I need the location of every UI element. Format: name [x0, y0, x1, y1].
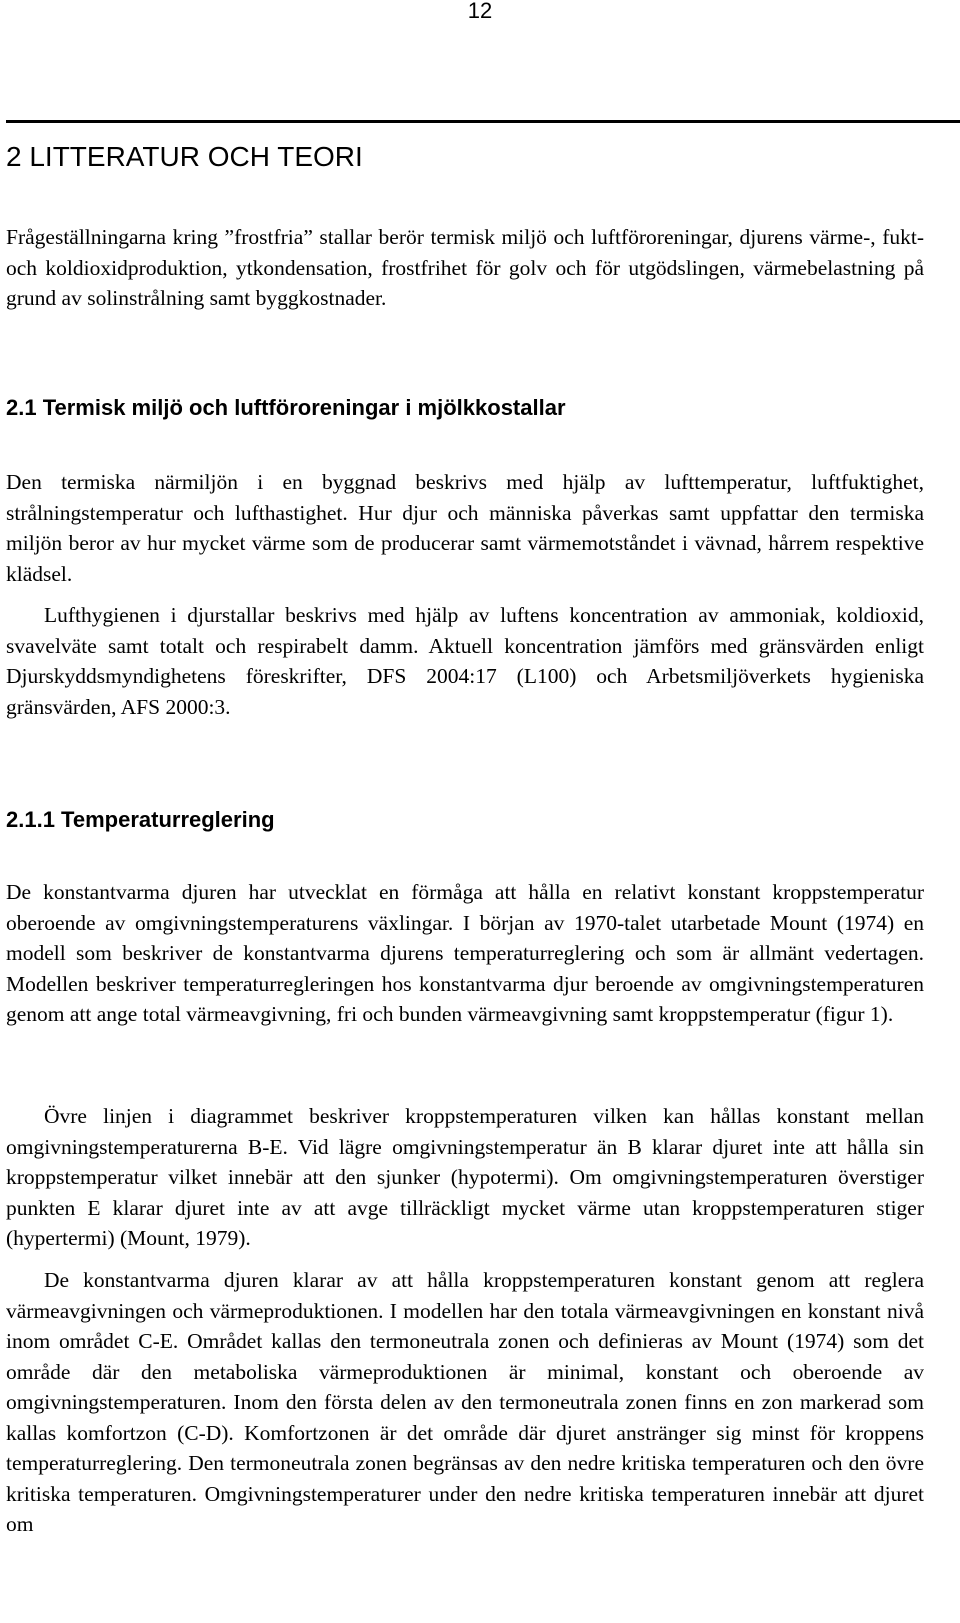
heading-rule	[6, 120, 960, 123]
page-number: 12	[467, 0, 493, 23]
section-2-1-1-paragraph-2: Övre linjen i diagrammet beskriver kroppstemperaturen vilken kan hållas konstant mellan omgivningstemperaturerna B-E. Vid lägre omgivningstemperatur än B klarar djuret inte att hålla sin kroppstemperatur vilket innebär att den sjunker (hypotermi). Om omgivningstemperaturen överstiger punkten E klarar djuret inte av att avge tillräckligt mycket värme utan kroppstemperaturen stiger (hypertermi) (Mount, 1979).	[6, 1104, 924, 1250]
section-heading-2-1-1: 2.1.1 Temperaturreglering	[6, 807, 275, 832]
intro-paragraph: Frågeställningarna kring ”frostfria” stallar berör termisk miljö och luftföroreningar, djurens värme-, fukt- och koldioxidproduktion, ytkondensation, frostfrihet för golv och för utgödslingen, värmebelastning på grund av solinstrålning samt byggkostnader.	[6, 225, 924, 310]
section-2-1-paragraph-2: Lufthygienen i djurstallar beskrivs med hjälp av luftens koncentration av ammoniak, koldioxid, svavelväte samt totalt och respirabelt damm. Aktuell koncentration jämförs med gränsvärden enligt Djurskyddsmyndighetens föreskrifter, DFS 2004:17 (L100) och Arbetsmiljöverkets hygieniska gränsvärden, AFS 2000:3.	[6, 603, 924, 719]
section-heading-2-1: 2.1 Termisk miljö och luftföroreningar i mjölkkostallar	[6, 395, 566, 420]
section-2-1-1-paragraph-1: De konstantvarma djuren har utvecklat en förmåga att hålla en relativt konstant kroppstemperatur oberoende av omgivningstemperaturens växlingar. I början av 1970-talet utarbetade Mount (1974) en modell som beskriver de konstantvarma djurens temperaturreglering och som är allmänt vedertagen. Modellen beskriver temperaturregleringen hos konstantvarma djur beroende av omgivningstemperaturen genom att ange total värmeavgivning, fri och bunden värmeavgivning samt kroppstemperatur (figur 1).	[6, 880, 924, 1026]
section-2-1-paragraph-1: Den termiska närmiljön i en byggnad beskrivs med hjälp av lufttemperatur, luftfuktighet, strålningstemperatur och lufthastighet. Hur djur och människa påverkas samt uppfattar den termiska miljön beror av hur mycket värme som de producerar samt värmemotståndet i vävnad, hårrem respektive klädsel.	[6, 470, 924, 586]
chapter-heading: 2 LITTERATUR OCH TEORI	[6, 141, 363, 172]
section-2-1-1-paragraph-3: De konstantvarma djuren klarar av att hålla kroppstemperaturen konstant genom att reglera värmeavgivningen och värmeproduktionen. I modellen har den totala värmeavgivningen en konstant nivå inom området C-E. Området kallas den termoneutrala zonen och definieras av Mount (1974) som det område där den metaboliska värmeproduktionen är minimal, konstant och oberoende av omgivningstemperaturen. Inom den första delen av den termoneutrala zonen finns en zon markerad som kallas komfortzon (C-D). Komfortzonen är det område där djuret anstränger sig minst för kroppens temperaturreglering. Den termoneutrala zonen begränsas av den nedre kritiska temperaturen och den övre kritiska temperaturen. Omgivningstemperaturer under den nedre kritiska temperaturen innebär att djuret om	[6, 1268, 924, 1536]
